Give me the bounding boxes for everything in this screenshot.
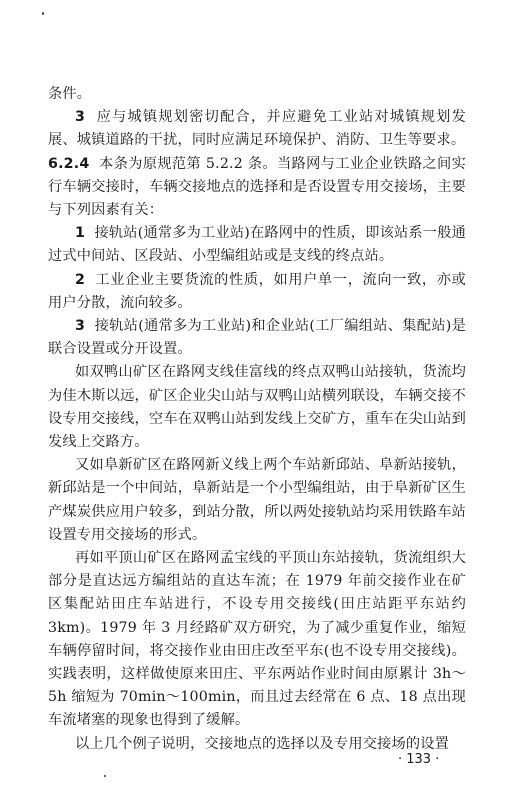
item-number: 1 bbox=[74, 225, 86, 242]
body-text bbox=[48, 83, 466, 756]
paragraph-example-shuangyashan: 如双鸭山矿区在路网支线佳富线的终点双鸭山站接轨，货流均为佳木斯以远，矿区企业尖山站与双鸭山站横列联设，车辆交接不设专用交接线，空车在双鸭山站到发线上交矿方，重车在尖山站到发线上交路方。 bbox=[48, 364, 466, 451]
scan-speck bbox=[42, 12, 44, 15]
paragraph-item-3b: 3 接轨站(通常多为工业站)和企业站(工厂编组站、集配站)是联合设置或分开设置。 bbox=[48, 318, 467, 358]
paragraph-example-fuxin: 又如阜新矿区在路网新义线上两个车站新邱站、阜新站接轨，新邱站是一个中间站，阜新站是一个小型编组站，由于阜新矿区生产煤炭供应用户较多，到站分散，所以两处接轨站均采用铁路车站设置专用交接场的形式。 bbox=[48, 457, 466, 543]
item-number: 3 bbox=[74, 318, 86, 335]
paragraph-section-6-2-4: 6.2.4 本条为原规范第 5.2.2 条。当路网与工业企业铁路之间实行车辆交接时，车辆交接地点的选择和是否设置专用交接场，主要与下列因素有关： bbox=[48, 155, 466, 219]
paragraph-item-3: 3 应与城镇规划密切配合，并应避免工业站对城镇规划发展、城镇道路的干扰，同时应满足环境保护、消防、卫生等要求。 bbox=[48, 109, 467, 149]
item-number: 2 bbox=[74, 271, 86, 288]
page-number: · 133 · bbox=[398, 752, 440, 767]
paragraph-item-1: 1 接轨站(通常多为工业站)在路网中的性质，即该站系一般通过式中间站、区段站、小型编组站或是支线的终点站。 bbox=[48, 225, 466, 265]
section-number: 6.2.4 bbox=[48, 155, 90, 172]
paragraph-example-pingdingshan: 再如平顶山矿区在路网孟宝线的平顶山东站接轨，货流组织大部分是直达远方编组站的直达车流；在 1979 年前交接作业在矿区集配站田庄车站进行，不设专用交接线(田庄站距平东站约 3km)。1979 年 3 月经路矿双方研究，为了减少重复作业，缩短车辆停留时间，将交接作业由田庄改至平东(也不设专用交接线)。实践表明，这样做使原来田庄、平东两站作业时间由原累计 3h～5h 缩短为 70min～100min，而且过去经常在 6 点、18 点出现车流堵塞的现象也得到了缓解。 bbox=[48, 550, 466, 729]
paragraph-item-2: 2 工业企业主要货流的性质，如用户单一，流向一致，亦或用户分散，流向较多。 bbox=[48, 271, 466, 311]
paragraph-continuation: 条件。 bbox=[48, 86, 92, 102]
scan-speck bbox=[104, 775, 106, 777]
item-number: 3 bbox=[74, 109, 86, 126]
paragraph-conclusion: 以上几个例子说明，交接地点的选择以及专用交接场的设置 bbox=[74, 735, 450, 752]
